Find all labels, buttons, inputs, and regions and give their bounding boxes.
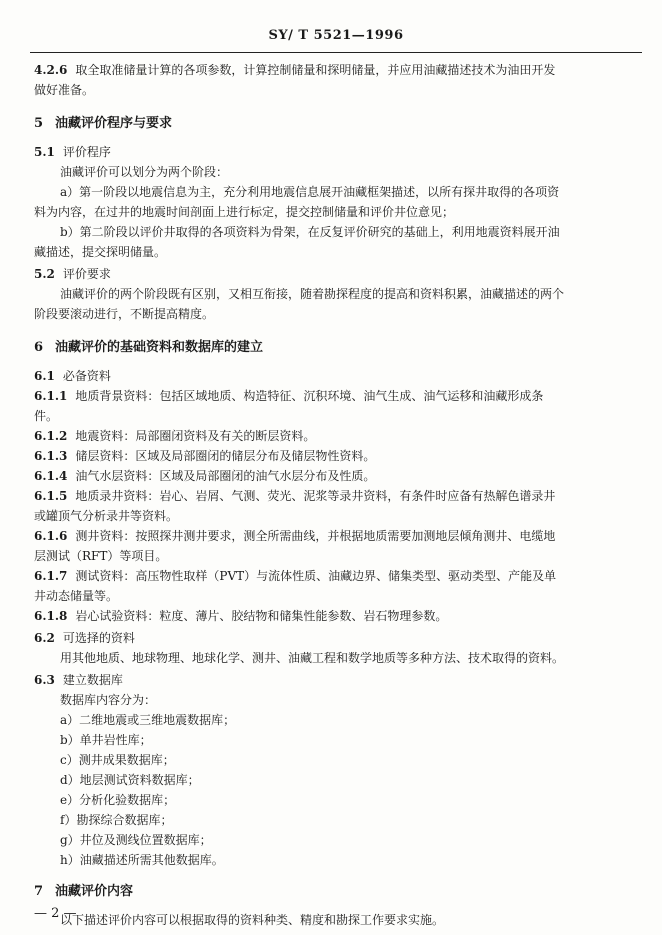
clause-number: 6.3 [34,673,55,687]
clause-6-1-6 [34,526,624,546]
clause-number: 6.2 [34,631,55,645]
clause-5-2-heading [34,264,624,284]
clause-number: 6.1.3 [34,449,68,463]
clause-number: 6.1.6 [34,529,68,543]
section-6-heading [34,338,624,358]
clause-number: 6.1.5 [34,489,68,503]
section-5-heading [34,114,624,134]
clause-number: 4.2.6 [34,63,68,77]
section-number: 6 [34,340,44,355]
clause-6-2-text: 用其他地质、地球物理、地球化学、测井、油藏工程和数学地质等多种方法、技术取得的资料。 [60,651,565,665]
clause-title: 评价要求 [62,267,111,281]
database-list-item: a）二维地震或三维地震数据库； [60,713,236,727]
database-list-item: g）井位及测线位置数据库； [60,833,212,847]
clause-text: 测井资料：按照探井测井要求，测全所需曲线，并根据地质需要加测地层倾角测井、电缆地 [75,529,556,543]
clause-6-1-5-cont: 或罐顶气分析录井等资料。 [34,509,179,523]
page-header [30,28,642,53]
database-list-item: c）测井成果数据库； [60,753,175,767]
clause-6-1-5 [34,486,624,506]
database-list-item: h）油藏描述所需其他数据库。 [60,853,224,867]
clause-title: 可选择的资料 [62,631,135,645]
section-7-heading [34,882,624,902]
clause-number: 5.1 [34,145,55,159]
section-number: 7 [34,884,44,899]
clause-title: 评价程序 [62,145,111,159]
clause-5-1-item-a: a）第一阶段以地震信息为主，充分利用地震信息展开油藏框架描述，以所有探井取得的各项资 [60,185,560,199]
clause-5-1-item-b: b）第二阶段以评价井取得的各项资料为骨架，在反复评价研究的基础上，利用地震资料展开油 [60,225,560,239]
clause-text: 岩心试验资料：粒度、薄片、胶结物和储集性能参数、岩石物理参数。 [75,609,448,623]
clause-5-2-cont: 阶段要滚动进行，不断提高精度。 [34,307,215,321]
section-title: 油藏评价内容 [55,884,134,899]
document-body [34,60,624,930]
clause-text: 地震资料：局部圈闭资料及有关的断层资料。 [75,429,316,443]
clause-5-1-heading [34,142,624,162]
clause-6-1-1-cont: 件。 [34,409,59,423]
clause-6-1-7 [34,566,624,586]
section-number: 5 [34,116,44,131]
clause-number: 6.1.4 [34,469,68,483]
clause-6-1-7-cont: 井动态储量等。 [34,589,119,603]
page-number: — 2 — [34,906,77,921]
clause-number: 6.1.7 [34,569,68,583]
clause-6-1-8 [34,606,624,626]
clause-6-1-heading [34,366,624,386]
clause-5-2-text: 油藏评价的两个阶段既有区别，又相互衔接，随着勘探程度的提高和资料积累，油藏描述的两个 [60,287,565,301]
clause-text: 取全取准储量计算的各项参数，计算控制储量和探明储量，并应用油藏描述技术为油田开发 [75,63,556,77]
clause-text: 地质录井资料：岩心、岩屑、气测、荧光、泥浆等录井资料，有条件时应备有热解色谱录井 [75,489,556,503]
section-7-text: 以下描述评价内容可以根据取得的资料种类、精度和勘探工作要求实施。 [60,913,445,927]
clause-text: 油气水层资料：区域及局部圈闭的油气水层分布及性质。 [75,469,376,483]
clause-text: 测试资料：高压物性取样（PVT）与流体性质、油藏边界、储集类型、驱动类型、产能及单 [75,569,557,583]
clause-number: 6.1.1 [34,389,68,403]
clause-4-2-6-cont: 做好准备。 [34,83,95,97]
clause-number: 5.2 [34,267,55,281]
section-title: 油藏评价程序与要求 [55,116,173,131]
clause-number: 6.1.8 [34,609,68,623]
clause-5-1-item-a-cont: 料为内容，在过井的地震时间剖面上进行标定，提交控制储量和评价井位意见； [34,205,455,219]
clause-4-2-6 [34,60,624,80]
clause-6-1-4 [34,466,624,486]
clause-6-1-6-cont: 层测试（RFT）等项目。 [34,549,168,563]
database-list-item: e）分析化验数据库； [60,793,176,807]
clause-6-3-intro: 数据库内容分为： [60,693,157,707]
database-list-item: b）单井岩性库； [60,733,152,747]
clause-6-1-1 [34,386,624,406]
clause-6-2-heading [34,628,624,648]
clause-5-1-intro: 油藏评价可以划分为两个阶段： [60,165,229,179]
clause-5-1-item-b-cont: 藏描述，提交探明储量。 [34,245,167,259]
clause-text: 储层资料：区域及局部圈闭的储层分布及储层物性资料。 [75,449,376,463]
clause-title: 必备资料 [62,369,111,383]
clause-text: 地质背景资料：包括区域地质、构造特征、沉积环境、油气生成、油气运移和油藏形成条 [75,389,544,403]
database-list [34,710,624,870]
standard-code: SY/ T 5521—1996 [268,28,404,43]
clause-6-1-2 [34,426,624,446]
section-title: 油藏评价的基础资料和数据库的建立 [55,340,264,355]
clause-title: 建立数据库 [62,673,123,687]
clause-number: 6.1 [34,369,55,383]
clause-6-3-heading [34,670,624,690]
clause-6-1-3 [34,446,624,466]
database-list-item: f）勘探综合数据库； [60,813,173,827]
database-list-item: d）地层测试资料数据库； [60,773,200,787]
clause-number: 6.1.2 [34,429,68,443]
